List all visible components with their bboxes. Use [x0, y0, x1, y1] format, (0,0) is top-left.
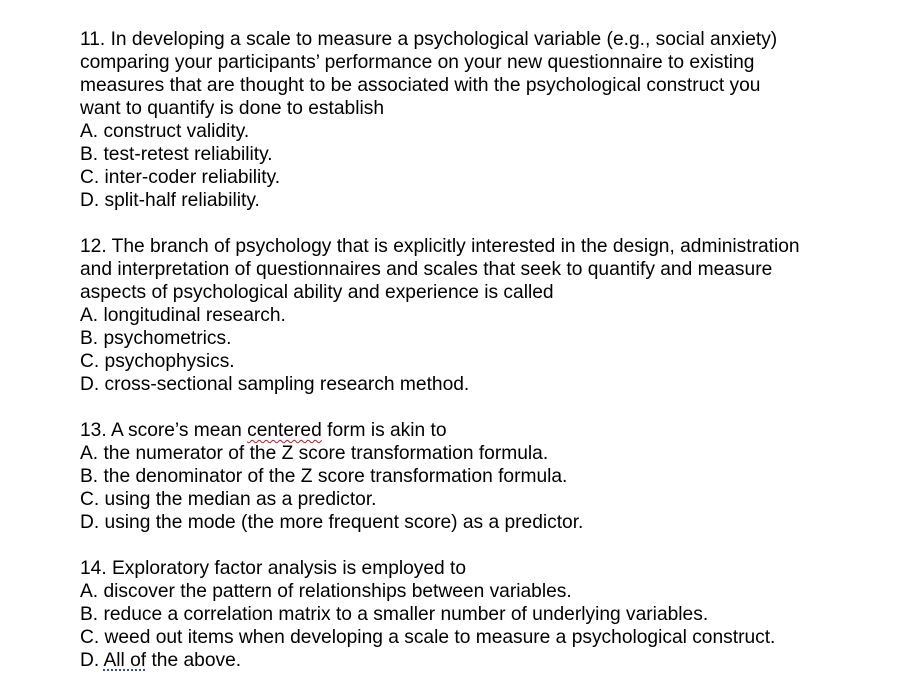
document-page — [80, 28, 900, 695]
question-stem-line: comparing your participants’ performance on your new questionnaire to existing — [80, 52, 755, 73]
question-14 — [80, 557, 900, 672]
answer-option-d: D. split-half reliability. — [80, 190, 260, 211]
question-12 — [80, 235, 900, 396]
spellcheck-flagged-word[interactable]: centered — [247, 420, 322, 441]
answer-option-a: A. the numerator of the Z score transformation formula. — [80, 443, 549, 464]
answer-option-b: B. the denominator of the Z score transformation formula. — [80, 466, 568, 487]
answer-option-c: C. psychophysics. — [80, 351, 235, 372]
grammar-flagged-phrase[interactable]: All of — [103, 650, 147, 671]
answer-option-c: C. using the median as a predictor. — [80, 489, 377, 510]
option-text: the above. — [146, 650, 242, 671]
answer-option-d: D. using the mode (the more frequent score) as a predictor. — [80, 512, 584, 533]
question-stem-line: measures that are thought to be associated with the psychological construct you — [80, 75, 761, 96]
question-13 — [80, 419, 900, 534]
answer-option-c: C. inter-coder reliability. — [80, 167, 281, 188]
answer-option-b: B. reduce a correlation matrix to a smaller number of underlying variables. — [80, 604, 709, 625]
answer-option-a: A. longitudinal research. — [80, 305, 286, 326]
answer-option-b: B. psychometrics. — [80, 328, 232, 349]
option-text: D. — [80, 650, 104, 671]
answer-option-d: D. cross-sectional sampling research method. — [80, 374, 470, 395]
question-stem-line: 11. In developing a scale to measure a psychological variable (e.g., social anxiety) — [80, 29, 778, 50]
question-stem-line: 14. Exploratory factor analysis is employed to — [80, 558, 467, 579]
answer-option-b: B. test-retest reliability. — [80, 144, 273, 165]
stem-text: 13. A score’s mean — [80, 420, 248, 441]
question-stem-line: 12. The branch of psychology that is explicitly interested in the design, administration — [80, 236, 800, 257]
stem-text: form is akin to — [321, 420, 447, 441]
question-stem-line: want to quantify is done to establish — [80, 98, 384, 119]
answer-option-a: A. construct validity. — [80, 121, 250, 142]
question-11 — [80, 28, 900, 212]
question-stem-line — [80, 419, 900, 442]
answer-option-c: C. weed out items when developing a scale to measure a psychological construct. — [80, 627, 776, 648]
answer-option-a: A. discover the pattern of relationships between variables. — [80, 581, 572, 602]
question-stem-line: and interpretation of questionnaires and scales that seek to quantify and measure — [80, 259, 773, 280]
question-stem-line: aspects of psychological ability and experience is called — [80, 282, 554, 303]
answer-option-d — [80, 649, 900, 672]
